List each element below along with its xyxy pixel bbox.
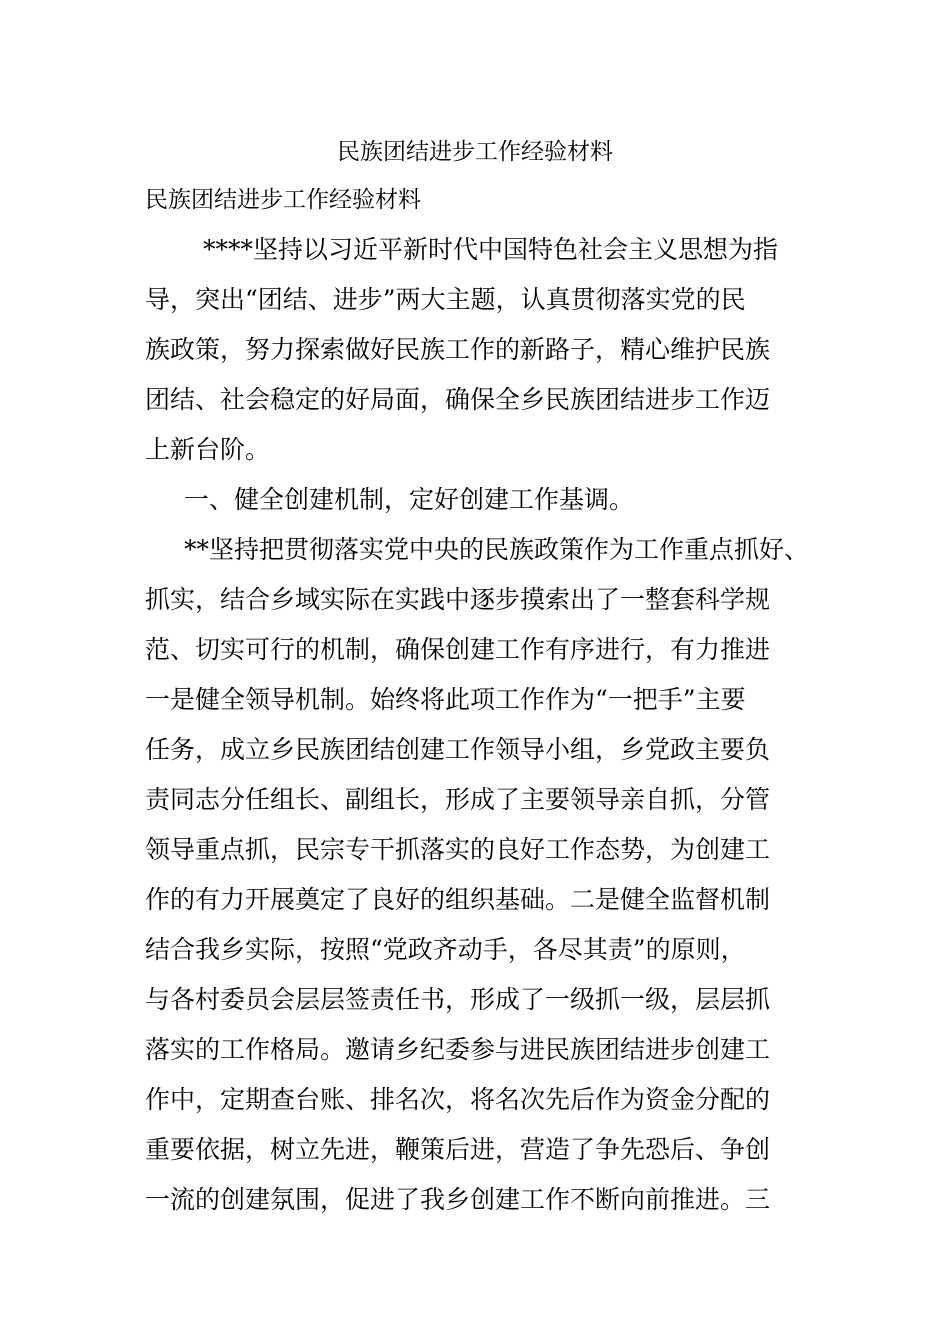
paragraph-line: 抓实，结合乡域实际在实践中逐步摸索出了一整套科学规 (145, 585, 771, 614)
paragraph-line: 作中，定期查台账、排名次，将名次先后作为资金分配的 (145, 1085, 771, 1114)
document-subtitle: 民族团结进步工作经验材料 (145, 187, 421, 213)
paragraph-line: 落实的工作格局。邀请乡纪委参与进民族团结进步创建工 (145, 1035, 771, 1064)
paragraph-line: 导，突出“团结、进步”两大主题，认真贯彻落实党的民 (145, 285, 746, 314)
paragraph-line: 族政策，努力探索做好民族工作的新路子，精心维护民族 (145, 335, 771, 364)
paragraph-line: 重要依据，树立先进，鞭策后进，营造了争先恐后、争创 (145, 1135, 771, 1164)
paragraph-line: 领导重点抓，民宗专干抓落实的良好工作态势，为创建工 (145, 835, 771, 864)
section-heading: 一、健全创建机制，定好创建工作基调。 (184, 485, 635, 514)
paragraph-line: 责同志分任组长、副组长，形成了主要领导亲自抓，分管 (145, 785, 771, 814)
paragraph-line: 团结、社会稳定的好局面，确保全乡民族团结进步工作迈 (145, 385, 771, 414)
paragraph-line: 一流的创建氛围，促进了我乡创建工作不断向前推进。三 (145, 1185, 771, 1214)
paragraph-line: 一是健全领导机制。始终将此项工作作为“一把手”主要 (145, 685, 746, 714)
paragraph-line: 任务，成立乡民族团结创建工作领导小组，乡党政主要负 (145, 735, 771, 764)
paragraph-line: ****坚持以习近平新时代中国特色社会主义思想为指 (203, 235, 779, 264)
paragraph-line: **坚持把贯彻落实党中央的民族政策作为工作重点抓好、 (184, 535, 810, 564)
document-title: 民族团结进步工作经验材料 (337, 139, 613, 165)
paragraph-line: 上新台阶。 (145, 435, 271, 464)
paragraph-line: 与各村委员会层层签责任书，形成了一级抓一级，层层抓 (145, 985, 771, 1014)
paragraph-line: 结合我乡实际，按照“党政齐动手，各尽其责”的原则， (145, 935, 746, 964)
paragraph-line: 作的有力开展奠定了良好的组织基础。二是健全监督机制 (145, 885, 771, 914)
paragraph-line: 范、切实可行的机制，确保创建工作有序进行，有力推进 (145, 635, 771, 664)
